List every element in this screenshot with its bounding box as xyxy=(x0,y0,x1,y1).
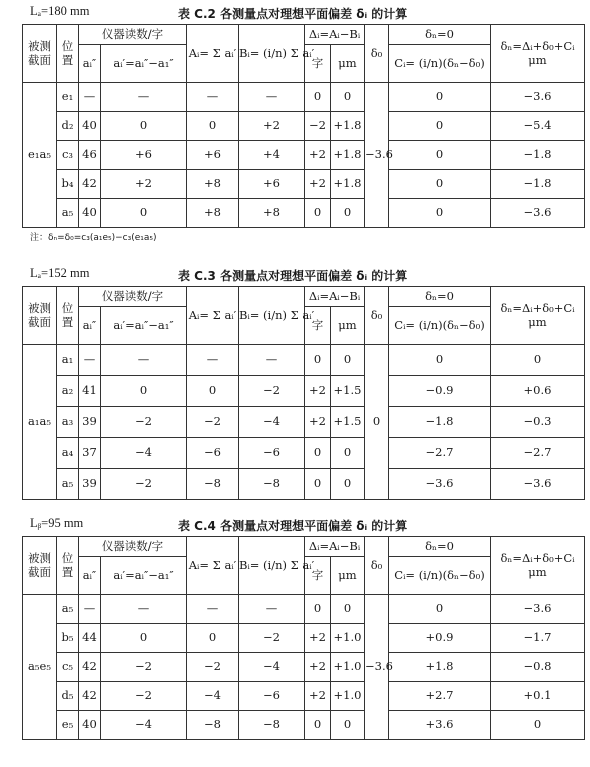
table-row xyxy=(23,407,585,438)
table-cell: e₅ xyxy=(57,711,79,740)
table-cell: 46 xyxy=(79,141,101,170)
table-cell: 0 xyxy=(389,345,491,376)
header-reading-group: 仪器读数/字 xyxy=(79,287,187,307)
header-A-formula: Aᵢ= Σ aᵢ′ xyxy=(187,25,239,83)
table-cell: a₅ xyxy=(57,469,79,500)
table-cell: — xyxy=(187,595,239,624)
header-reading-raw: aᵢ″ xyxy=(79,45,101,83)
header-delta0: δ₀ xyxy=(365,287,389,345)
table-cell: 40 xyxy=(79,199,101,228)
table-cell: +2 xyxy=(305,376,331,407)
table-caption: 表 C.3 各测量点对理想平面偏差 δᵢ 的计算 xyxy=(178,269,408,283)
table-cell: a₃ xyxy=(57,407,79,438)
table-cell: 0 xyxy=(305,438,331,469)
table-row xyxy=(23,376,585,407)
table-cell: 0 xyxy=(305,469,331,500)
header-B-formula: Bᵢ= (i/n) Σ aᵢ′ xyxy=(239,537,305,595)
length-label: Lₐ=180 mm xyxy=(30,4,90,18)
table-cell: d₅ xyxy=(57,682,79,711)
table-cell: +8 xyxy=(187,199,239,228)
header-final-formula: δₙ=Δᵢ+δ₀+Cᵢ μm xyxy=(491,287,585,345)
table-cell: +2 xyxy=(305,624,331,653)
table-c4 xyxy=(22,536,585,740)
table-cell: +2.7 xyxy=(389,682,491,711)
table-c3 xyxy=(22,286,585,500)
table-cell: — xyxy=(239,83,305,112)
header-section: 被测截面 xyxy=(23,287,57,345)
table-cell: +0.6 xyxy=(491,376,585,407)
table-cell: 0 xyxy=(491,711,585,740)
table-cell: +3.6 xyxy=(389,711,491,740)
table-cell: a₄ xyxy=(57,438,79,469)
header-dn-zero: δₙ=0 xyxy=(389,287,491,307)
table-cell: a₅ xyxy=(57,199,79,228)
table-cell: — xyxy=(101,595,187,624)
table-cell: — xyxy=(187,83,239,112)
header-reading-adj: aᵢ′=aᵢ″−a₁″ xyxy=(101,307,187,345)
table-cell: 0 xyxy=(331,595,365,624)
table-cell: −3.6 xyxy=(491,199,585,228)
header-unit-um: μm xyxy=(331,557,365,595)
table-cell: −2.7 xyxy=(389,438,491,469)
table-cell: a₅ xyxy=(57,595,79,624)
table-cell: 0 xyxy=(389,83,491,112)
table-cell: −8 xyxy=(239,469,305,500)
header-final-formula: δₙ=Δᵢ+δ₀+Cᵢ μm xyxy=(491,537,585,595)
table-cell: −2 xyxy=(101,407,187,438)
table-cell: −8 xyxy=(187,469,239,500)
table-cell: −6 xyxy=(239,438,305,469)
table-cell: −2 xyxy=(187,653,239,682)
table-cell: 37 xyxy=(79,438,101,469)
table-cell: −3.6 xyxy=(491,83,585,112)
table-cell: 42 xyxy=(79,170,101,199)
table-cell: −0.3 xyxy=(491,407,585,438)
table-cell: d₂ xyxy=(57,112,79,141)
section-label: e₁a₅ xyxy=(23,83,57,228)
table-cell: 0 xyxy=(331,711,365,740)
header-reading-adj: aᵢ′=aᵢ″−a₁″ xyxy=(101,45,187,83)
table-cell: −4 xyxy=(101,438,187,469)
table-cell: −2.7 xyxy=(491,438,585,469)
table-row xyxy=(23,595,585,624)
table-cell: −2 xyxy=(101,653,187,682)
table-row xyxy=(23,83,585,112)
table-cell: +0.9 xyxy=(389,624,491,653)
table-cell: +2 xyxy=(305,653,331,682)
header-reading-group: 仪器读数/字 xyxy=(79,537,187,557)
length-label: Lₐ=152 mm xyxy=(30,266,90,280)
table-cell: e₁ xyxy=(57,83,79,112)
header-reading-raw: aᵢ″ xyxy=(79,307,101,345)
table-row xyxy=(23,653,585,682)
table-cell: 39 xyxy=(79,407,101,438)
table-cell: c₃ xyxy=(57,141,79,170)
table-cell: −2 xyxy=(101,682,187,711)
delta0-value: −3.6 xyxy=(365,83,389,228)
table-cell: −3.6 xyxy=(491,595,585,624)
table-cell: +1.5 xyxy=(331,376,365,407)
table-cell: 0 xyxy=(305,711,331,740)
table-cell: −8 xyxy=(187,711,239,740)
table-row xyxy=(23,469,585,500)
table-cell: +8 xyxy=(239,199,305,228)
header-unit-um: μm xyxy=(331,307,365,345)
table-cell: a₂ xyxy=(57,376,79,407)
table-cell: +1.8 xyxy=(331,112,365,141)
delta0-value: −3.6 xyxy=(365,595,389,740)
header-B-formula: Bᵢ= (i/n) Σ aᵢ′ xyxy=(239,287,305,345)
table-cell: 0 xyxy=(331,83,365,112)
table-cell: −4 xyxy=(239,653,305,682)
header-delta-group: Δᵢ=Aᵢ−Bᵢ xyxy=(305,287,365,307)
table-row xyxy=(23,112,585,141)
header-delta0: δ₀ xyxy=(365,537,389,595)
table-c2-section xyxy=(0,2,590,243)
table-cell: −6 xyxy=(187,438,239,469)
table-cell: +6 xyxy=(239,170,305,199)
section-label: a₁a₅ xyxy=(23,345,57,500)
header-delta-group: Δᵢ=Aᵢ−Bᵢ xyxy=(305,537,365,557)
header-delta0: δ₀ xyxy=(365,25,389,83)
table-cell: −1.8 xyxy=(491,170,585,199)
delta0-value: 0 xyxy=(365,345,389,500)
table-cell: +0.1 xyxy=(491,682,585,711)
table-cell: — xyxy=(239,595,305,624)
table-cell: 0 xyxy=(331,469,365,500)
table-cell: 0 xyxy=(305,345,331,376)
table-cell: −2 xyxy=(101,469,187,500)
table-cell: −1.8 xyxy=(491,141,585,170)
table-cell: +1.0 xyxy=(331,653,365,682)
header-A-formula: Aᵢ= Σ aᵢ′ xyxy=(187,287,239,345)
table-cell: −4 xyxy=(101,711,187,740)
table-row xyxy=(23,624,585,653)
table-cell: — xyxy=(101,83,187,112)
table-row xyxy=(23,199,585,228)
table-c4-section xyxy=(0,514,590,732)
header-reading-raw: aᵢ″ xyxy=(79,557,101,595)
header-unit-zi: 字 xyxy=(305,45,331,83)
table-cell: −3.6 xyxy=(491,469,585,500)
table-cell: +1.8 xyxy=(331,141,365,170)
table-cell: 0 xyxy=(331,199,365,228)
header-unit-zi: 字 xyxy=(305,307,331,345)
table-cell: +1.8 xyxy=(389,653,491,682)
header-delta-group: Δᵢ=Aᵢ−Bᵢ xyxy=(305,25,365,45)
table-row xyxy=(23,170,585,199)
table-cell: +1.0 xyxy=(331,624,365,653)
table-cell: — xyxy=(239,345,305,376)
table-cell: −2 xyxy=(239,376,305,407)
header-position: 位置 xyxy=(57,537,79,595)
table-cell: 0 xyxy=(101,376,187,407)
table-cell: −0.8 xyxy=(491,653,585,682)
table-cell: 0 xyxy=(101,624,187,653)
table-cell: 0 xyxy=(389,112,491,141)
table-cell: 0 xyxy=(305,83,331,112)
table-cell: — xyxy=(79,345,101,376)
table-cell: +8 xyxy=(187,170,239,199)
table-cell: 42 xyxy=(79,682,101,711)
table-cell: −4 xyxy=(187,682,239,711)
table-cell: +6 xyxy=(101,141,187,170)
table-cell: a₁ xyxy=(57,345,79,376)
header-reading-adj: aᵢ′=aᵢ″−a₁″ xyxy=(101,557,187,595)
table-row xyxy=(23,438,585,469)
table-cell: 41 xyxy=(79,376,101,407)
table-cell: −2 xyxy=(305,112,331,141)
table-cell: — xyxy=(79,595,101,624)
table-cell: 0 xyxy=(389,141,491,170)
table-cell: 0 xyxy=(491,345,585,376)
header-ci-formula: Cᵢ= (i/n)(δₙ−δ₀) xyxy=(389,557,491,595)
table-note: 注：δₙ=δ₀=c₃(a₁e₅)−c₃(e₁a₅) xyxy=(30,233,157,243)
table-c2 xyxy=(22,24,585,228)
table-cell: −8 xyxy=(239,711,305,740)
table-cell: +4 xyxy=(239,141,305,170)
table-cell: −3.6 xyxy=(389,469,491,500)
table-cell: +2 xyxy=(101,170,187,199)
table-cell: 0 xyxy=(389,170,491,199)
table-cell: b₄ xyxy=(57,170,79,199)
header-ci-formula: Cᵢ= (i/n)(δₙ−δ₀) xyxy=(389,45,491,83)
table-cell: +6 xyxy=(187,141,239,170)
table-cell: 0 xyxy=(305,595,331,624)
table-row xyxy=(23,711,585,740)
header-position: 位置 xyxy=(57,287,79,345)
table-cell: +2 xyxy=(305,682,331,711)
table-cell: −1.8 xyxy=(389,407,491,438)
table-cell: +1.5 xyxy=(331,407,365,438)
table-cell: 44 xyxy=(79,624,101,653)
table-cell: 40 xyxy=(79,711,101,740)
header-unit-um: μm xyxy=(331,45,365,83)
table-cell: 0 xyxy=(389,199,491,228)
table-cell: 0 xyxy=(187,112,239,141)
table-cell: −2 xyxy=(239,624,305,653)
table-cell: 0 xyxy=(101,199,187,228)
header-section: 被测截面 xyxy=(23,25,57,83)
table-caption: 表 C.4 各测量点对理想平面偏差 δᵢ 的计算 xyxy=(178,519,408,533)
table-cell: 0 xyxy=(187,376,239,407)
table-cell: +2 xyxy=(239,112,305,141)
header-section: 被测截面 xyxy=(23,537,57,595)
table-cell: 0 xyxy=(331,438,365,469)
table-cell: c₅ xyxy=(57,653,79,682)
table-cell: +1.0 xyxy=(331,682,365,711)
length-label: Lᵦ=95 mm xyxy=(30,516,84,530)
table-row xyxy=(23,141,585,170)
table-cell: −4 xyxy=(239,407,305,438)
table-cell: −1.7 xyxy=(491,624,585,653)
table-cell: 0 xyxy=(187,624,239,653)
table-cell: +2 xyxy=(305,141,331,170)
table-cell: −6 xyxy=(239,682,305,711)
header-B-formula: Bᵢ= (i/n) Σ aᵢ′ xyxy=(239,25,305,83)
table-cell: 0 xyxy=(305,199,331,228)
table-row xyxy=(23,682,585,711)
table-cell: 40 xyxy=(79,112,101,141)
header-final-formula: δₙ=Δᵢ+δ₀+Cᵢ μm xyxy=(491,25,585,83)
table-cell: +2 xyxy=(305,407,331,438)
table-c3-section xyxy=(0,264,590,491)
table-cell: — xyxy=(187,345,239,376)
table-caption: 表 C.2 各测量点对理想平面偏差 δᵢ 的计算 xyxy=(178,7,408,21)
table-cell: −5.4 xyxy=(491,112,585,141)
table-cell: −0.9 xyxy=(389,376,491,407)
header-dn-zero: δₙ=0 xyxy=(389,25,491,45)
header-dn-zero: δₙ=0 xyxy=(389,537,491,557)
header-ci-formula: Cᵢ= (i/n)(δₙ−δ₀) xyxy=(389,307,491,345)
table-cell: — xyxy=(101,345,187,376)
table-cell: 39 xyxy=(79,469,101,500)
table-cell: −2 xyxy=(187,407,239,438)
table-cell: 42 xyxy=(79,653,101,682)
table-cell: 0 xyxy=(101,112,187,141)
table-cell: 0 xyxy=(389,595,491,624)
table-cell: 0 xyxy=(331,345,365,376)
header-unit-zi: 字 xyxy=(305,557,331,595)
table-cell: b₅ xyxy=(57,624,79,653)
table-cell: — xyxy=(79,83,101,112)
header-reading-group: 仪器读数/字 xyxy=(79,25,187,45)
header-position: 位置 xyxy=(57,25,79,83)
table-cell: +1.8 xyxy=(331,170,365,199)
header-A-formula: Aᵢ= Σ aᵢ′ xyxy=(187,537,239,595)
section-label: a₅e₅ xyxy=(23,595,57,740)
table-row xyxy=(23,345,585,376)
table-cell: +2 xyxy=(305,170,331,199)
